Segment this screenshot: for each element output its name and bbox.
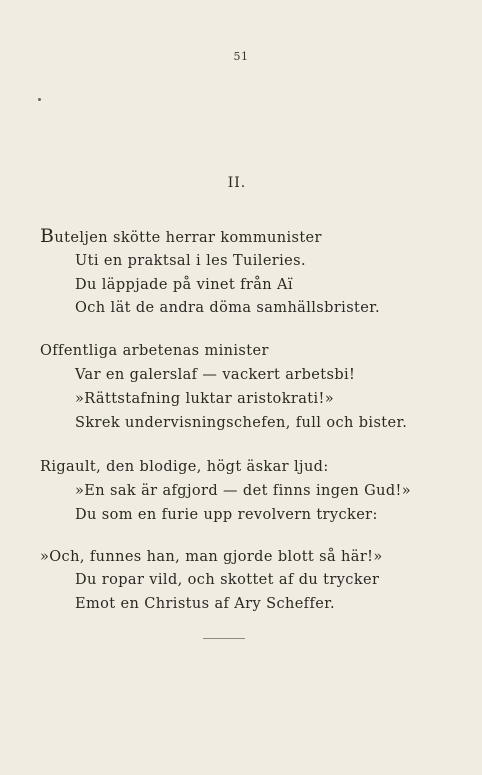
poem-line — [40, 227, 322, 247]
poem-line: Rigault, den blodige, högt äskar ljud: — [40, 459, 329, 475]
page-number: 51 — [233, 50, 249, 63]
poem-line: »En sak är afgjord — det finns ingen Gud!» — [75, 483, 412, 499]
poem-line: »Rättstafning luktar aristokrati!» — [75, 391, 335, 407]
poem-line: Du som en furie upp revolvern trycker: — [75, 507, 378, 523]
drop-cap: B — [40, 225, 55, 247]
poem-line: Och lät de andra döma samhällsbrister. — [75, 300, 380, 316]
poem-line: Du ropar vild, och skottet af du trycker — [75, 572, 380, 588]
poem-line: Uti en praktsal i les Tuileries. — [75, 253, 307, 269]
poem-line: »Och, funnes han, man gjorde blott så här!» — [40, 549, 383, 565]
poem-line: Offentliga arbetenas minister — [40, 343, 269, 359]
closing-rule — [203, 638, 245, 639]
poem-line: Emot en Christus af Ary Scheffer. — [75, 596, 335, 612]
section-heading: II. — [227, 175, 247, 191]
poem-line: Skrek undervisningschefen, full och bister. — [75, 415, 408, 431]
line-text: uteljen skötte herrar kommunister — [54, 230, 322, 246]
poem-line: Du läppjade på vinet från Aï — [75, 277, 293, 293]
poem-line: Var en galerslaf — vackert arbetsbi! — [75, 367, 356, 383]
